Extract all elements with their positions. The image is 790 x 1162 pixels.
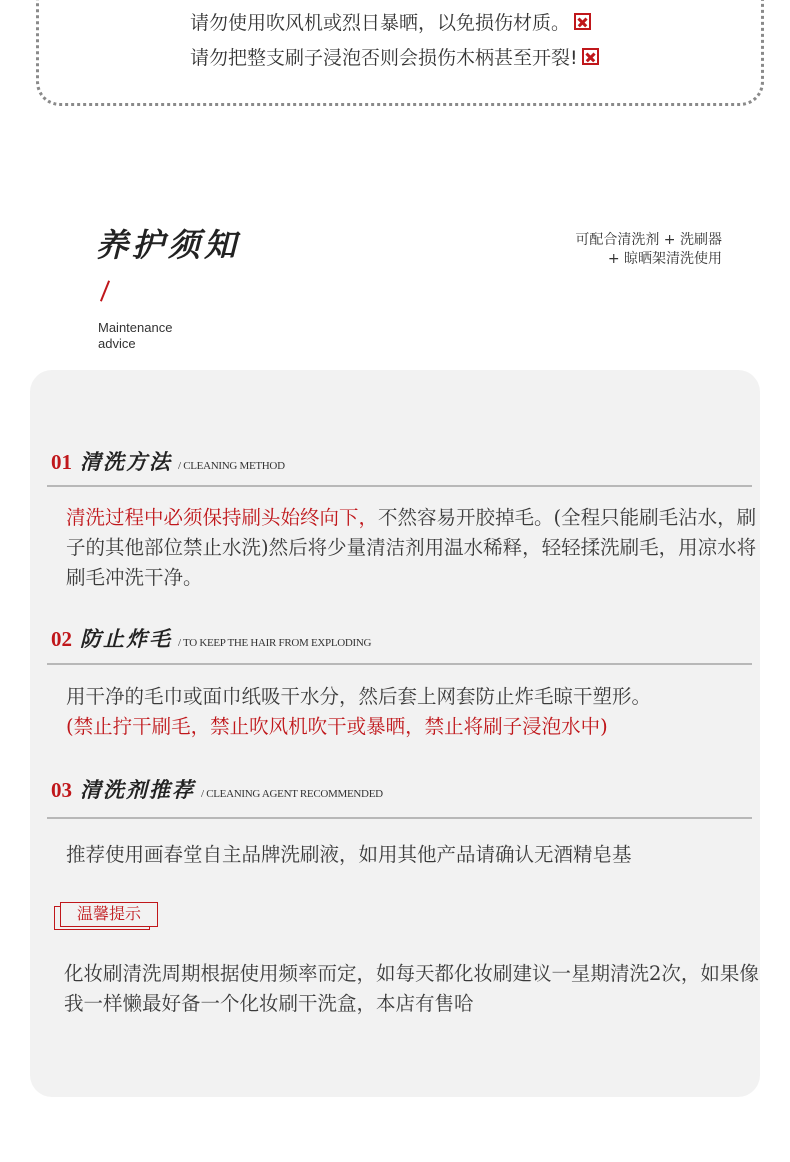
section-heading-02 <box>51 623 371 653</box>
warning-line-1 <box>190 8 591 35</box>
body-text: 不然容易开胶掉毛。(全程只能刷毛沾水，刷子的其他部位禁止水洗)然后将少量清洁剂用温水稀释，轻轻揉洗刷毛，用凉水将刷毛冲洗干净。 <box>66 506 757 589</box>
highlight-text: (禁止拧干刷毛，禁止吹风机吹干或暴晒，禁止将刷子浸泡水中) <box>66 715 608 738</box>
section-divider <box>47 663 752 665</box>
slash-divider <box>100 280 110 301</box>
section-heading-03 <box>51 774 383 804</box>
tip-badge-label: 温馨提示 <box>60 902 158 927</box>
section-number: 01 <box>51 450 72 474</box>
body-text: 用干净的毛巾或面巾纸吸干水分，然后套上网套防止炸毛晾干塑形。 <box>66 685 652 708</box>
section-title-en: / CLEANING AGENT RECOMMENDED <box>201 788 383 800</box>
section-body-02 <box>66 682 766 742</box>
english-subtitle <box>98 320 172 352</box>
body-text: 推荐使用画春堂自主品牌洗刷液，如用其他产品请确认无酒精皂基 <box>66 843 632 866</box>
combo-line: 可配合清洗剂 + 洗刷器 <box>575 232 722 248</box>
section-title: 防止炸毛 <box>80 626 172 651</box>
page-title: 养护须知 <box>96 226 241 264</box>
section-divider <box>47 817 752 819</box>
section-title: 清洗方法 <box>80 449 172 474</box>
subtitle-line: Maintenance <box>98 320 173 335</box>
section-heading-01 <box>51 446 285 476</box>
section-number: 02 <box>51 627 72 651</box>
section-divider <box>47 485 752 487</box>
section-title: 清洗剂推荐 <box>80 777 195 802</box>
section-title-en: / CLEANING METHOD <box>178 460 285 472</box>
warning-text: 请勿使用吹风机或烈日暴晒，以免损伤材质。 <box>190 12 571 34</box>
section-body-01 <box>66 503 766 593</box>
section-title-en: / TO KEEP THE HAIR FROM EXPLODING <box>178 637 372 649</box>
section-body-03 <box>66 840 766 870</box>
warning-line-2 <box>190 43 599 70</box>
highlight-text: 清洗过程中必须保持刷头始终向下， <box>66 506 379 529</box>
x-mark-icon <box>582 48 599 65</box>
warning-text: 请勿把整支刷子浸泡否则会损伤木柄甚至开裂! <box>190 47 578 69</box>
combo-note <box>575 231 722 269</box>
section-number: 03 <box>51 778 72 802</box>
tip-text: 化妆刷清洗周期根据使用频率而定，如每天都化妆刷建议一星期清洗2次，如果像我一样懒最好备一个化妆刷干洗盒，本店有售哈 <box>64 962 759 1015</box>
combo-line: + 晾晒架清洗使用 <box>607 251 722 267</box>
tip-badge <box>58 902 160 930</box>
subtitle-line: advice <box>98 336 136 351</box>
x-mark-icon <box>574 13 591 30</box>
